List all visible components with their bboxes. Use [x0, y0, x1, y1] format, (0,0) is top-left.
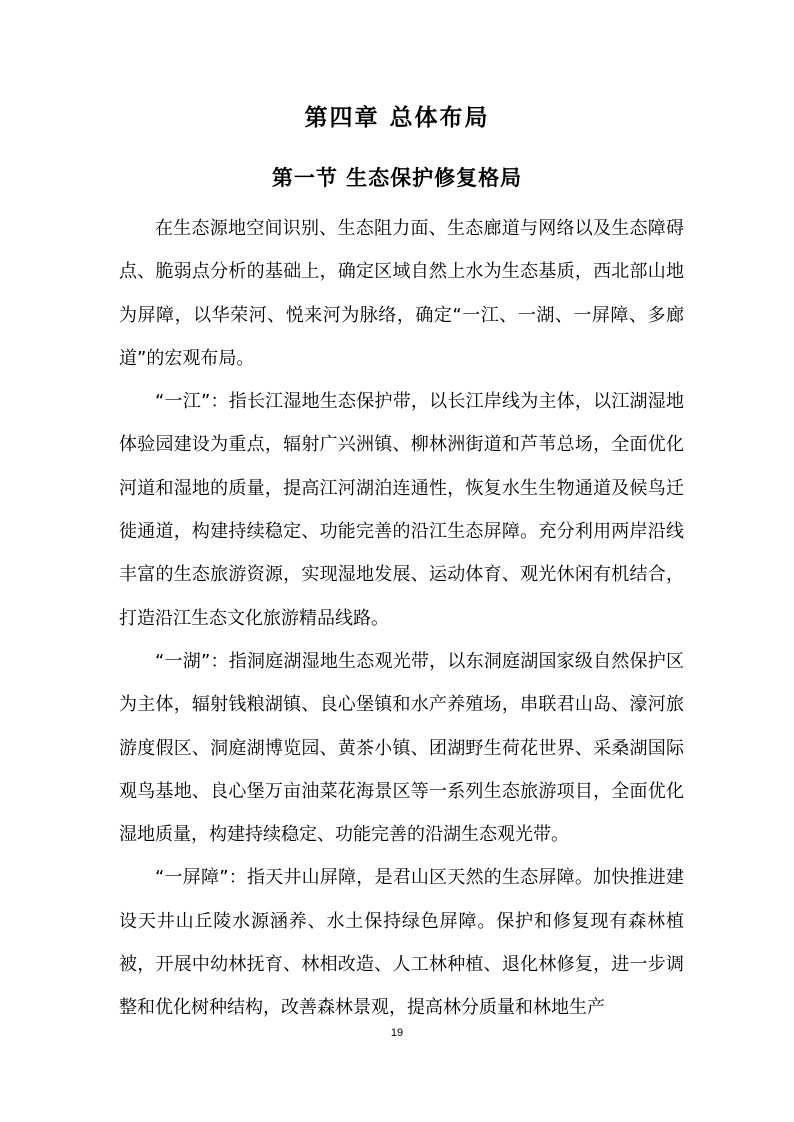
paragraph-lake-belt: “一湖”：指洞庭湖湿地生态观光带，以东洞庭湖国家级自然保护区为主体，辐射钱粮湖镇、良心堡镇和水产养殖场，串联君山岛、濠河旅游度假区、洞庭湖博览园、黄茶小镇、团湖野生荷花世界、采桑湖国际观鸟基地、良心堡万亩油菜花海景区等一系列生态旅游项目，全面优化湿地质量，构建持续稳定、功能完善的沿湖生态观光带。	[119, 650, 684, 846]
body-content	[119, 207, 684, 1030]
page-number: 19	[390, 1027, 404, 1039]
paragraph-yangtze-belt: “一江”：指长江湿地生态保护带，以长江岸线为主体，以江湖湿地体验园建设为重点，辐射广兴洲镇、柳林洲街道和芦苇总场，全面优化河道和湿地的质量，提高江河湖泊连通性，恢复水生生物通道及候鸟迁徙通道，构建持续稳定、功能完善的沿江生态屏障。充分利用两岸沿线丰富的生态旅游资源，实现湿地发展、运动体育、观光休闲有机结合，打造沿江生态文化旅游精品线路。	[119, 391, 684, 629]
paragraph-mountain-barrier: “一屏障”：指天井山屏障，是君山区天然的生态屏障。加快推进建设天井山丘陵水源涵养、水土保持绿色屏障。保护和修复现有森林植被，开展中幼林抚育、林相改造、人工林种植、退化林修复，进一步调整和优化树种结构，改善森林景观，提高林分质量和林地生产	[119, 867, 684, 1019]
chapter-title: 第四章 总体布局	[304, 105, 490, 131]
section-title: 第一节 生态保护修复格局	[271, 166, 523, 190]
paragraph-overview: 在生态源地空间识别、生态阻力面、生态廊道与网络以及生态障碍点、脆弱点分析的基础上，确定区域自然上水为生态基质，西北部山地为屏障，以华荣河、悦来河为脉络，确定“一江、一湖、一屏障、多廊道”的宏观布局。	[119, 218, 684, 369]
